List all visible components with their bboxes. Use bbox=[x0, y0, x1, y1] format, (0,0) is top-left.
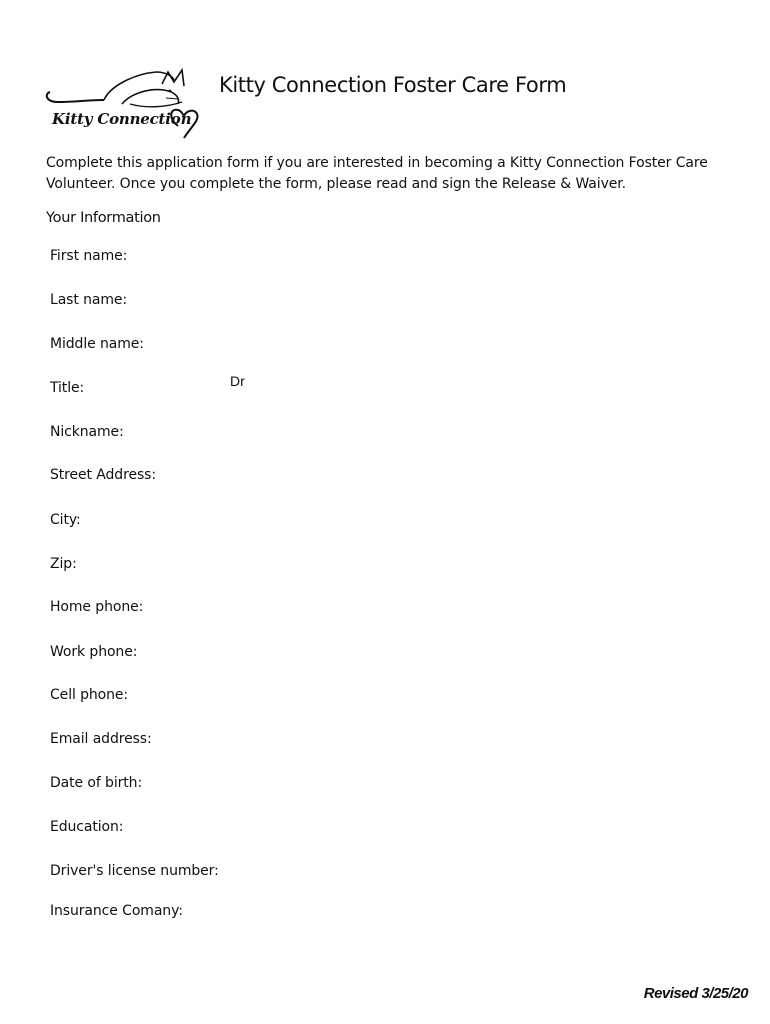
field-title[interactable] bbox=[50, 373, 650, 399]
field-education[interactable] bbox=[50, 816, 650, 838]
field-label: Date of birth: bbox=[50, 775, 143, 791]
revision-date: Revised 3/25/20 bbox=[643, 985, 748, 1002]
field-label: First name: bbox=[50, 248, 128, 264]
field-zip[interactable] bbox=[50, 553, 650, 575]
field-label: Zip: bbox=[50, 556, 77, 572]
field-label: Last name: bbox=[50, 292, 128, 308]
intro-paragraph: Complete this application form if you are interested in becoming a Kitty Connection Foster Care Volunteer. Once you complete the form, please read and sign the Release & Waiver. bbox=[46, 155, 708, 192]
field-work-phone[interactable] bbox=[50, 641, 650, 663]
field-insurance-company[interactable] bbox=[50, 900, 650, 922]
field-label: Insurance Comany: bbox=[50, 903, 183, 919]
field-cell-phone[interactable] bbox=[50, 684, 650, 706]
field-label: Email address: bbox=[50, 731, 152, 747]
field-street-address[interactable] bbox=[50, 464, 650, 486]
field-label: City: bbox=[50, 512, 81, 528]
field-city[interactable] bbox=[50, 509, 650, 531]
field-label: Education: bbox=[50, 819, 124, 835]
page-title: Kitty Connection Foster Care Form bbox=[219, 73, 567, 97]
field-label: Title: bbox=[50, 380, 85, 396]
field-nickname[interactable] bbox=[50, 421, 650, 443]
field-label: Middle name: bbox=[50, 336, 144, 352]
field-label: Nickname: bbox=[50, 424, 124, 440]
section-heading-your-information: Your Information bbox=[46, 210, 161, 226]
field-email-address[interactable] bbox=[50, 728, 650, 750]
field-home-phone[interactable] bbox=[50, 596, 650, 618]
field-label: Street Address: bbox=[50, 467, 156, 483]
field-value[interactable]: Dr bbox=[230, 373, 245, 389]
kitty-connection-logo bbox=[44, 64, 204, 144]
cat-heart-logo-icon bbox=[44, 64, 204, 144]
field-last-name[interactable] bbox=[50, 289, 650, 311]
field-first-name[interactable] bbox=[50, 245, 650, 267]
field-drivers-license-number[interactable] bbox=[50, 860, 650, 882]
field-middle-name[interactable] bbox=[50, 333, 650, 355]
logo-text: Kitty Connection bbox=[52, 110, 192, 128]
field-label: Cell phone: bbox=[50, 687, 129, 703]
field-date-of-birth[interactable] bbox=[50, 772, 650, 794]
field-label: Work phone: bbox=[50, 644, 138, 660]
field-label: Home phone: bbox=[50, 599, 144, 615]
field-label: Driver's license number: bbox=[50, 863, 219, 879]
